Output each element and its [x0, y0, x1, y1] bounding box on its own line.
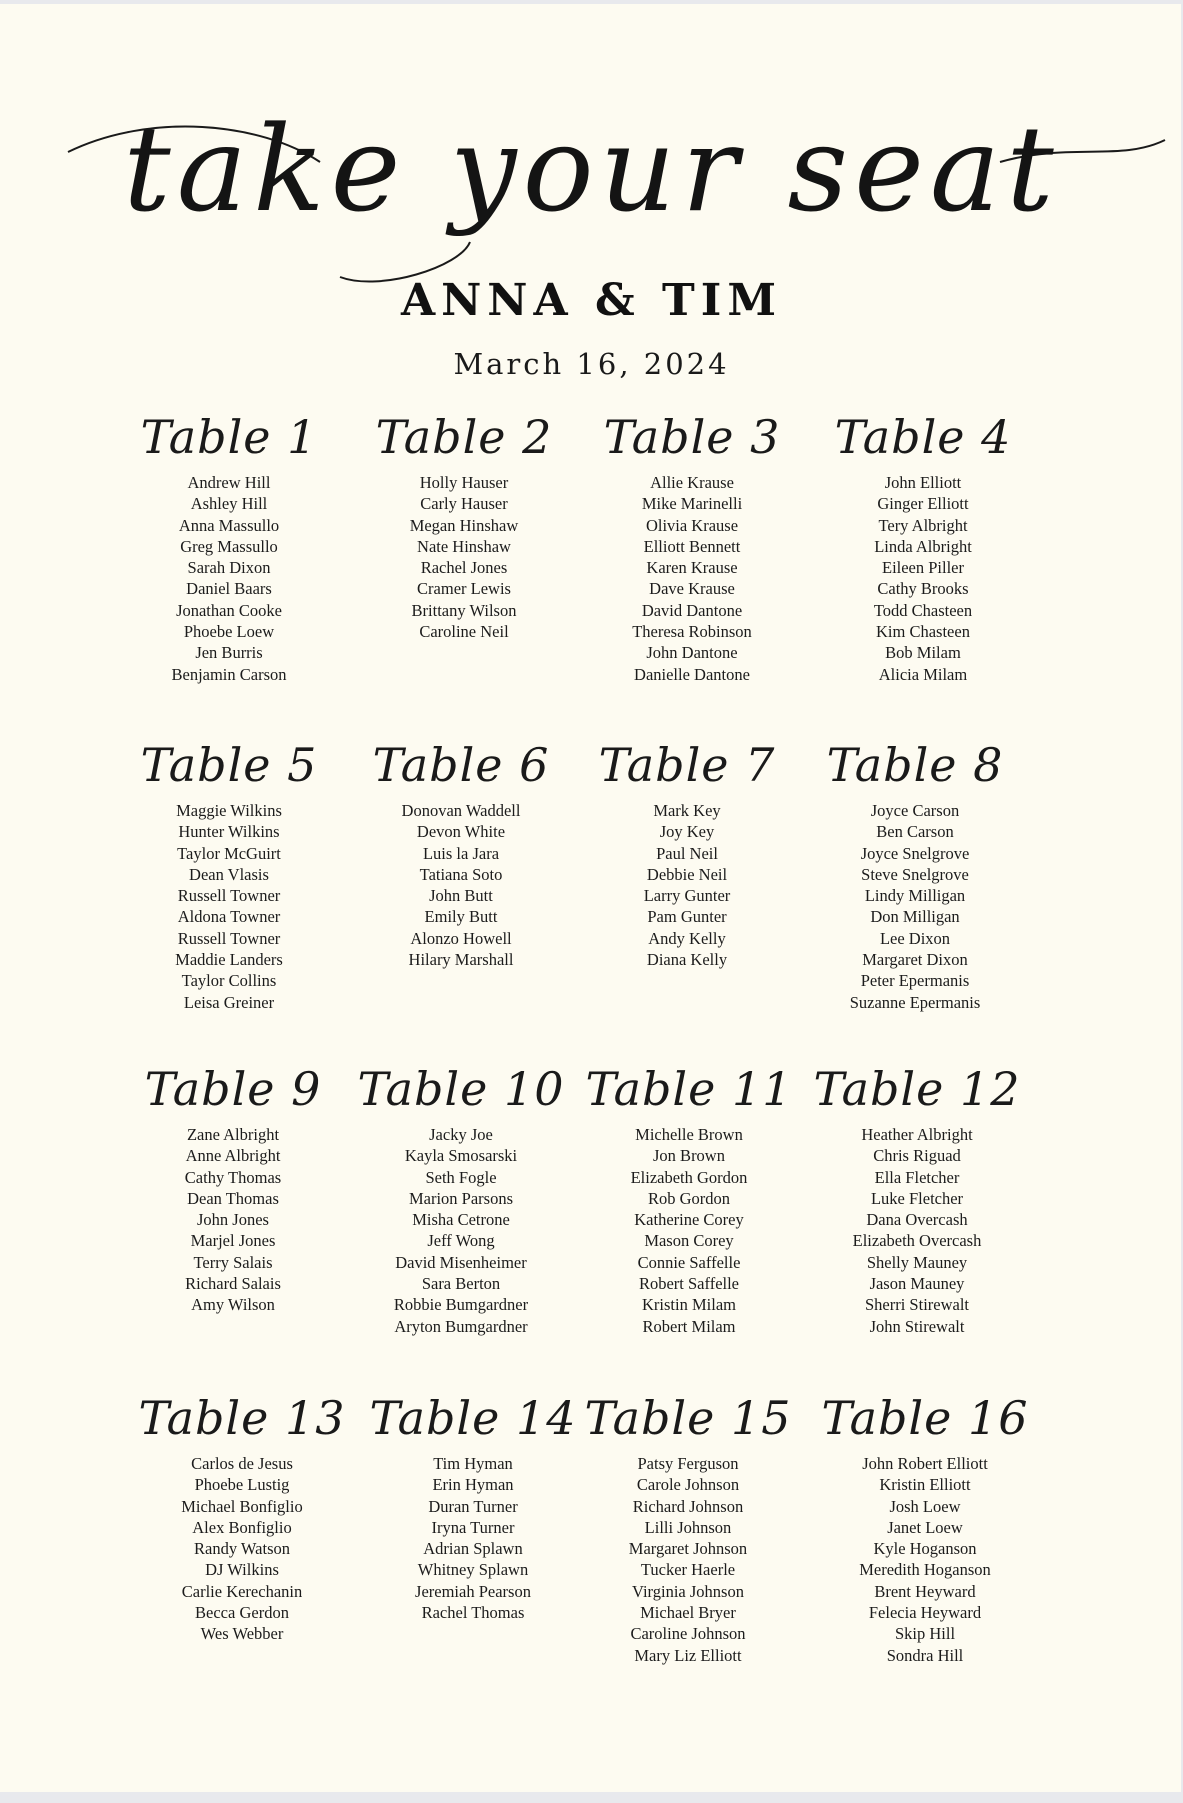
guest-name: Maddie Landers: [175, 950, 283, 970]
table-title: Table 4: [834, 410, 1012, 464]
guest-name: Robert Saffelle: [638, 1274, 740, 1294]
guest-name: Karen Krause: [646, 558, 738, 578]
table-9: [118, 1060, 348, 1316]
guest-name: Alicia Milam: [878, 664, 968, 684]
guest-name: Anna Massullo: [178, 515, 280, 535]
guest-name: Jonathan Cooke: [176, 600, 282, 620]
guest-name: Olivia Krause: [645, 515, 739, 535]
table-title: Table 10: [357, 1062, 565, 1116]
guest-name: Becca Gerdon: [195, 1603, 289, 1623]
guest-name: Elizabeth Gordon: [630, 1167, 748, 1187]
guest-name: Brittany Wilson: [411, 600, 517, 620]
table-11: [574, 1060, 804, 1337]
guest-name: Caroline Johnson: [630, 1624, 746, 1644]
guest-name: Chris Riguad: [873, 1146, 961, 1166]
table-title: Table 11: [585, 1062, 793, 1116]
guest-name: Tucker Haerle: [640, 1560, 736, 1580]
guest-name: Carlos de Jesus: [191, 1454, 293, 1473]
table-14: [358, 1389, 588, 1623]
guest-name: John Dantone: [646, 643, 738, 663]
guest-name: Anne Albright: [185, 1146, 281, 1166]
guest-name: Todd Chasteen: [873, 600, 973, 620]
guest-name: Meredith Hoganson: [859, 1560, 991, 1580]
guest-name: Dana Overcash: [866, 1210, 968, 1230]
guest-name: Margaret Johnson: [628, 1539, 748, 1559]
guest-name: Terry Salais: [193, 1252, 273, 1272]
guest-name: Theresa Robinson: [632, 622, 752, 642]
table-title: Table 5: [140, 738, 318, 792]
table-4: [808, 408, 1038, 685]
headline-text: take your seat: [123, 100, 1060, 238]
guest-name: David Dantone: [641, 600, 743, 620]
guest-name: Tim Hyman: [433, 1454, 513, 1473]
guest-name: Mason Corey: [644, 1231, 734, 1251]
guest-name: Josh Loew: [889, 1496, 961, 1516]
guest-name: Sondra Hill: [886, 1645, 964, 1665]
guest-name: Iryna Turner: [431, 1517, 515, 1537]
table-title: Table 2: [375, 410, 553, 464]
guest-name: Luke Fletcher: [870, 1188, 964, 1208]
guest-name: Seth Fogle: [425, 1167, 497, 1187]
table-title: Table 1: [140, 410, 318, 464]
guest-name: Taylor Collins: [181, 971, 277, 991]
guest-name: Sherri Stirewalt: [864, 1295, 970, 1315]
guest-name: Ben Carson: [876, 822, 954, 842]
guest-name: Daniel Baars: [186, 579, 272, 599]
guest-name: Bob Milam: [885, 643, 961, 663]
guest-name: Larry Gunter: [643, 886, 731, 906]
guest-name: Joy Key: [659, 822, 715, 842]
guest-name: Nate Hinshaw: [417, 536, 511, 556]
guest-name: Maggie Wilkins: [176, 801, 282, 820]
guest-name: Andrew Hill: [187, 473, 271, 492]
guest-name: Aldona Towner: [177, 907, 281, 927]
guest-name: Carole Johnson: [636, 1475, 740, 1495]
guest-name: Allie Krause: [650, 473, 734, 492]
guest-name: Lindy Milligan: [864, 886, 966, 906]
guest-name: Jason Mauney: [869, 1274, 965, 1294]
table-6: [346, 736, 576, 970]
guest-name: Diana Kelly: [646, 950, 728, 970]
seating-chart-poster: [0, 4, 1181, 1792]
guest-name: Steve Snelgrove: [861, 864, 969, 884]
guest-name: Erin Hyman: [432, 1475, 514, 1495]
guest-name: Cathy Brooks: [877, 579, 969, 599]
table-16: [810, 1389, 1040, 1666]
guest-list: [800, 800, 1030, 1013]
guest-name: Ella Fletcher: [874, 1167, 960, 1187]
table-title: Table 9: [144, 1062, 322, 1116]
table-title: Table 8: [826, 738, 1004, 792]
guest-name: Michelle Brown: [635, 1125, 743, 1144]
guest-name: Elliott Bennett: [643, 536, 741, 556]
table-title: Table 16: [821, 1391, 1029, 1445]
guest-name: Rachel Thomas: [421, 1603, 525, 1623]
guest-name: Kim Chasteen: [876, 622, 970, 642]
guest-name: Jen Burris: [195, 643, 263, 663]
headline: [0, 92, 1183, 292]
guest-name: Patsy Ferguson: [637, 1454, 739, 1473]
guest-name: Devon White: [416, 822, 506, 842]
guest-list: [346, 800, 576, 970]
guest-name: Jacky Joe: [429, 1125, 493, 1144]
guest-name: Dean Vlasis: [189, 864, 269, 884]
guest-name: Ginger Elliott: [877, 494, 969, 514]
guest-name: Sarah Dixon: [187, 558, 271, 578]
guest-name: Joyce Snelgrove: [860, 843, 970, 863]
guest-list: [574, 1124, 804, 1337]
guest-name: Richard Johnson: [632, 1496, 744, 1516]
guest-name: Eileen Piller: [881, 558, 965, 578]
guest-name: Hilary Marshall: [408, 950, 514, 970]
guest-name: John Elliott: [884, 473, 962, 492]
guest-list: [572, 800, 802, 970]
table-8: [800, 736, 1030, 1013]
guest-name: Lilli Johnson: [644, 1517, 732, 1537]
guest-name: Dave Krause: [649, 579, 735, 599]
guest-name: Felecia Heyward: [868, 1603, 982, 1623]
couple-names: ANNA & TIM: [400, 275, 783, 326]
table-15: [573, 1389, 803, 1666]
guest-name: Caroline Neil: [419, 622, 509, 642]
table-12: [802, 1060, 1032, 1337]
guest-name: DJ Wilkins: [205, 1560, 279, 1580]
table-2: [349, 408, 579, 642]
guest-list: [802, 1124, 1032, 1337]
guest-name: Ashley Hill: [190, 494, 268, 514]
guest-name: Virginia Johnson: [632, 1581, 744, 1601]
guest-name: John Butt: [429, 886, 493, 906]
guest-name: Peter Epermanis: [860, 971, 970, 991]
guest-name: Carlie Kerechanin: [181, 1581, 303, 1601]
guest-name: Rob Gordon: [647, 1188, 731, 1208]
guest-name: Richard Salais: [185, 1274, 281, 1294]
guest-name: Sara Berton: [421, 1274, 501, 1294]
guest-name: Debbie Neil: [646, 864, 728, 884]
guest-name: Hunter Wilkins: [178, 822, 280, 842]
guest-name: Tery Albright: [878, 515, 968, 535]
guest-name: Tatiana Soto: [419, 864, 503, 884]
guest-list: [114, 800, 344, 1013]
guest-list: [358, 1453, 588, 1623]
table-title: Table 3: [603, 410, 781, 464]
guest-name: Michael Bonfiglio: [181, 1496, 303, 1516]
guest-name: Margaret Dixon: [862, 950, 968, 970]
guest-name: Janet Loew: [887, 1517, 963, 1537]
guest-name: Robert Milam: [642, 1316, 736, 1336]
guest-name: Lee Dixon: [879, 928, 951, 948]
guest-name: John Robert Elliott: [862, 1454, 988, 1473]
guest-name: Danielle Dantone: [634, 664, 750, 684]
guest-name: Connie Saffelle: [637, 1252, 741, 1272]
guest-name: Mark Key: [653, 801, 721, 820]
guest-name: Brent Heyward: [874, 1581, 976, 1601]
guest-name: Greg Massullo: [180, 536, 278, 556]
guest-name: Heather Albright: [861, 1125, 973, 1144]
guest-list: [114, 472, 344, 685]
table-title: Table 12: [813, 1062, 1021, 1116]
guest-name: Emily Butt: [424, 907, 498, 927]
guest-list: [127, 1453, 357, 1645]
guest-name: Marion Parsons: [408, 1188, 514, 1208]
guest-name: Marjel Jones: [190, 1231, 276, 1251]
guest-name: David Misenheimer: [395, 1252, 527, 1272]
guest-name: Linda Albright: [874, 536, 972, 556]
guest-name: Joyce Carson: [870, 801, 960, 820]
table-title: Table 6: [372, 738, 550, 792]
guest-name: Jon Brown: [653, 1146, 725, 1166]
guest-list: [573, 1453, 803, 1666]
guest-name: Kayla Smosarski: [404, 1146, 518, 1166]
guest-name: Katherine Corey: [634, 1210, 744, 1230]
guest-name: Wes Webber: [200, 1624, 284, 1644]
guest-name: Elizabeth Overcash: [852, 1231, 982, 1251]
table-5: [114, 736, 344, 1013]
guest-name: Kristin Elliott: [879, 1475, 971, 1495]
guest-name: Jeff Wong: [427, 1231, 495, 1251]
guest-name: Cathy Thomas: [184, 1167, 282, 1187]
guest-name: Randy Watson: [194, 1539, 290, 1559]
guest-name: Rachel Jones: [420, 558, 508, 578]
guest-name: Suzanne Epermanis: [849, 992, 981, 1012]
guest-name: Adrian Splawn: [423, 1539, 523, 1559]
event-date: March 16, 2024: [453, 347, 730, 381]
guest-name: Robbie Bumgardner: [393, 1295, 529, 1315]
table-title: Table 14: [369, 1391, 577, 1445]
table-7: [572, 736, 802, 970]
guest-name: Russell Towner: [177, 886, 281, 906]
guest-name: Michael Bryer: [640, 1603, 736, 1623]
guest-name: Skip Hill: [894, 1624, 956, 1644]
guest-name: Amy Wilson: [191, 1295, 275, 1315]
guest-list: [808, 472, 1038, 685]
guest-name: Taylor McGuirt: [177, 843, 281, 863]
guest-name: Zane Albright: [186, 1125, 280, 1144]
guest-name: Aryton Bumgardner: [394, 1316, 528, 1336]
guest-name: Luis la Jara: [422, 843, 500, 863]
guest-name: Duran Turner: [428, 1496, 518, 1516]
guest-list: [810, 1453, 1040, 1666]
guest-name: Leisa Greiner: [183, 992, 275, 1012]
guest-name: Phoebe Lustig: [194, 1475, 290, 1495]
table-13: [127, 1389, 357, 1645]
table-3: [577, 408, 807, 685]
guest-name: Mary Liz Elliott: [634, 1645, 742, 1665]
guest-name: Mike Marinelli: [641, 494, 743, 514]
guest-name: Dean Thomas: [187, 1188, 279, 1208]
guest-name: Donovan Waddell: [401, 801, 521, 820]
guest-list: [349, 472, 579, 642]
guest-list: [577, 472, 807, 685]
guest-name: Whitney Splawn: [417, 1560, 529, 1580]
guest-name: Jeremiah Pearson: [415, 1581, 531, 1601]
guest-name: Megan Hinshaw: [409, 515, 519, 535]
guest-name: Alex Bonfiglio: [192, 1517, 292, 1537]
guest-name: Holly Hauser: [419, 473, 509, 492]
guest-name: Kyle Hoganson: [873, 1539, 977, 1559]
guest-name: John Jones: [197, 1210, 269, 1230]
guest-list: [118, 1124, 348, 1316]
table-title: Table 7: [598, 738, 776, 792]
table-10: [346, 1060, 576, 1337]
guest-name: Benjamin Carson: [171, 664, 287, 684]
table-title: Table 15: [584, 1391, 792, 1445]
guest-name: Russell Towner: [177, 928, 281, 948]
guest-name: Shelly Mauney: [866, 1252, 968, 1272]
guest-name: Cramer Lewis: [417, 579, 511, 599]
table-title: Table 13: [138, 1391, 346, 1445]
table-1: [114, 408, 344, 685]
guest-name: Phoebe Loew: [183, 622, 275, 642]
guest-name: Pam Gunter: [647, 907, 727, 927]
guest-name: Alonzo Howell: [410, 928, 512, 948]
guest-name: John Stirewalt: [869, 1316, 965, 1336]
guest-name: Kristin Milam: [642, 1295, 736, 1315]
guest-name: Carly Hauser: [420, 494, 508, 514]
guest-name: Paul Neil: [656, 843, 718, 863]
guest-name: Don Milligan: [870, 907, 960, 927]
guest-name: Andy Kelly: [648, 928, 726, 948]
guest-list: [346, 1124, 576, 1337]
guest-name: Misha Cetrone: [412, 1210, 510, 1230]
